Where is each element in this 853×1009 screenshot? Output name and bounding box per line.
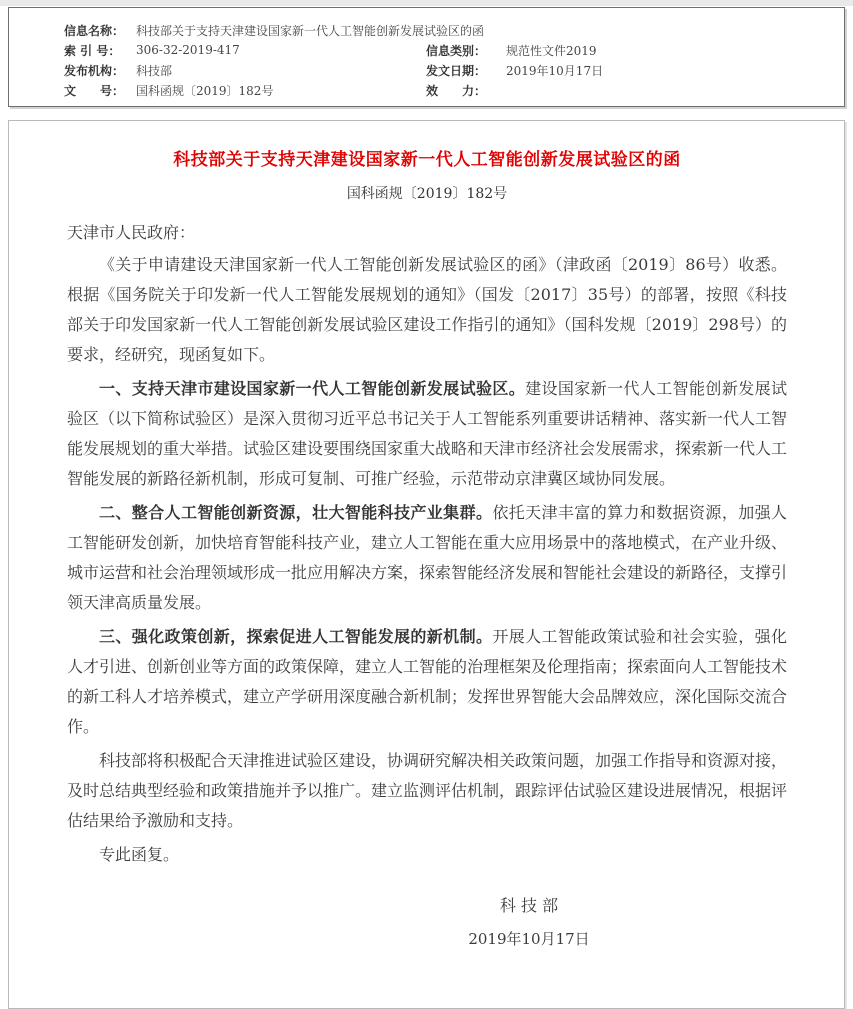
info-name-label: 信息名称： [64, 23, 125, 38]
issue-date-label: 发文日期： [426, 63, 487, 78]
paragraph-reply-line [67, 840, 787, 870]
paragraph-intro-text: 《关于申请建设天津国家新一代人工智能创新发展试验区的函》（津政函〔2019〕86号）收悉。根据《国务院关于印发新一代人工智能发展规划的通知》（国发〔2017〕35号）的部署，按照《科技部关于印发国家新一代人工智能创新发展试验区建设工作指引的通知》（国科发规〔2019〕298号）的要求，经研究，现函复如下。 [67, 255, 787, 364]
paragraph-section-3-heading: 三、强化政策创新，探索促进人工智能发展的新机制。 [99, 627, 493, 646]
document-title: 科技部关于支持天津建设国家新一代人工智能创新发展试验区的函 [173, 150, 681, 170]
issuing-agency-value: 科技部 [136, 63, 173, 78]
issuing-agency-label: 发布机构： [64, 63, 125, 78]
paragraph-section-3-text: 开展人工智能政策试验和社会实验，强化人才引进、创新创业等方面的政策保障，建立人工智能的治理框架及伦理指南；探索面向人工智能技术的新工科人才培养模式，建立产学研用深度融合新机制；发挥世界智能大会品牌效应，深化国际交流合作。 [67, 627, 788, 736]
page-top-strip [0, 0, 853, 6]
signature-block [419, 896, 639, 948]
paragraph-closing-support-text: 科技部将积极配合天津推进试验区建设，协调研究解决相关政策问题，加强工作指导和资源对接，及时总结典型经验和政策措施并予以推广。建立监测评估机制，跟踪评估试验区建设进展情况，根据评估结果给予激励和支持。 [67, 751, 788, 830]
addressee-line: 天津市人民政府： [67, 223, 196, 242]
doc-number-value: 国科函规〔2019〕182号 [136, 83, 274, 98]
paragraph-section-2-heading: 二、整合人工智能创新资源，壮大智能科技产业集群。 [99, 503, 493, 522]
paragraph-section-1-heading: 一、支持天津市建设国家新一代人工智能创新发展试验区。 [99, 379, 526, 398]
paragraph-section-2-text: 依托天津丰富的算力和数据资源，加强人工智能研发创新，加快培育智能科技产业，建立人工智能在重大应用场景中的落地模式，在产业升级、城市运营和社会治理领域形成一批应用解决方案，探索智能经济发展和智能社会建设的新路径，支撑引领天津高质量发展。 [67, 503, 788, 612]
document-body-panel [8, 120, 845, 1009]
paragraph-section-3 [67, 622, 787, 742]
info-row-index [64, 40, 834, 60]
paragraph-intro [67, 250, 787, 370]
info-row-name [64, 20, 834, 40]
document-info-panel [8, 7, 845, 107]
paragraph-closing-support [67, 746, 787, 836]
paragraph-section-1-text: 建设国家新一代人工智能创新发展试验区（以下简称试验区）是深入贯彻习近平总书记关于人工智能系列重要讲话精神、落实新一代人工智能发展规划的重大举措。试验区建设要围绕国家重大战略和天津市经济社会发展需求，探索新一代人工智能发展的新路径新机制，形成可复制、可推广经验，示范带动京津冀区域协同发展。 [67, 379, 788, 488]
index-number-label: 索 引 号： [64, 43, 121, 58]
paragraph-section-1 [67, 374, 787, 494]
info-row-docnumber [64, 80, 834, 100]
index-number-value: 306-32-2019-417 [136, 43, 240, 57]
signature-date: 2019年10月17日 [468, 930, 590, 948]
issue-date-value: 2019年10月17日 [506, 63, 604, 78]
paragraph-section-2 [67, 498, 787, 618]
info-category-label: 信息类别： [426, 43, 487, 58]
info-name-value: 科技部关于支持天津建设国家新一代人工智能创新发展试验区的函 [136, 23, 485, 38]
paragraph-reply-line-text: 专此函复。 [99, 845, 180, 864]
signer-name: 科 技 部 [499, 896, 559, 915]
info-row-agency [64, 60, 834, 80]
info-category-value: 规范性文件2019 [506, 43, 597, 58]
document-reference-number: 国科函规〔2019〕182号 [346, 186, 508, 202]
validity-label: 效 力： [426, 83, 487, 98]
doc-number-label: 文 号： [64, 83, 125, 98]
